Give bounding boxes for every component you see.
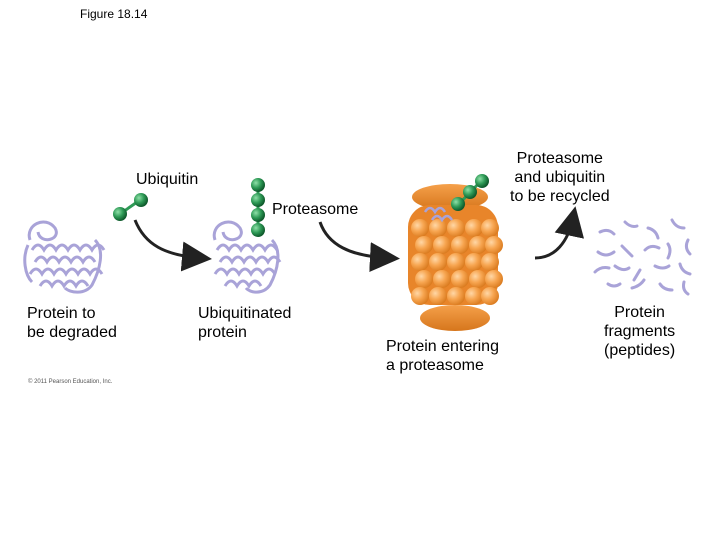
proteasome-subunit: [411, 287, 429, 305]
proteasome-subunit: [451, 236, 469, 254]
label-ubiquitinated-protein: Ubiquitinated protein: [198, 305, 292, 341]
copyright-notice: © 2011 Pearson Education, Inc.: [28, 379, 113, 385]
protein-to-degrade-graphic: [25, 222, 104, 292]
peptide-fragments-graphic: [595, 220, 690, 294]
proteasome-subunit: [429, 253, 447, 271]
proteasome-subunit: [447, 219, 465, 237]
ubiquitin-free-group: [113, 193, 148, 221]
proteasome-subunit: [465, 253, 483, 271]
proteasome-subunit: [415, 270, 433, 288]
proteasome-subunit: [485, 270, 503, 288]
proteasome-subunit: [465, 287, 483, 305]
proteasome-subunit: [465, 219, 483, 237]
ubiquitin-chain-group: [251, 178, 265, 237]
proteasome-subunit: [447, 287, 465, 305]
label-protein-to-degrade: Protein to be degraded: [27, 305, 117, 341]
proteasome-subunit: [433, 236, 451, 254]
proteasome-subunit: [469, 270, 487, 288]
ubiquitinated-protein-graphic: [214, 222, 280, 292]
proteasome-subunit: [447, 253, 465, 271]
arrow-2: [320, 222, 388, 258]
label-proteasome: Proteasome: [272, 201, 359, 218]
proteasome-subunit: [481, 287, 499, 305]
arrow-3: [535, 218, 573, 258]
proteasome-subunit: [429, 219, 447, 237]
proteasome-graphic: [408, 174, 503, 331]
proteasome-subunit: [469, 236, 487, 254]
label-ubiquitin: Ubiquitin: [136, 171, 199, 188]
label-protein-entering: Protein entering a proteasome: [386, 338, 499, 374]
label-protein-fragments: Protein fragments (peptides): [604, 304, 676, 359]
figure-title: Figure 18.14: [80, 7, 148, 21]
proteasome-subunit: [429, 287, 447, 305]
proteasome-subunit: [451, 270, 469, 288]
proteasome-subunit: [411, 219, 429, 237]
proteasome-subunit: [433, 270, 451, 288]
label-recycled: Proteasome and ubiquitin to be recycled: [510, 150, 610, 205]
proteasome-subunit: [481, 253, 499, 271]
proteasome-subunit: [415, 236, 433, 254]
proteasome-subunit: [481, 219, 499, 237]
arrow-1: [135, 220, 200, 258]
proteasome-subunit: [411, 253, 429, 271]
proteasome-subunit: [485, 236, 503, 254]
